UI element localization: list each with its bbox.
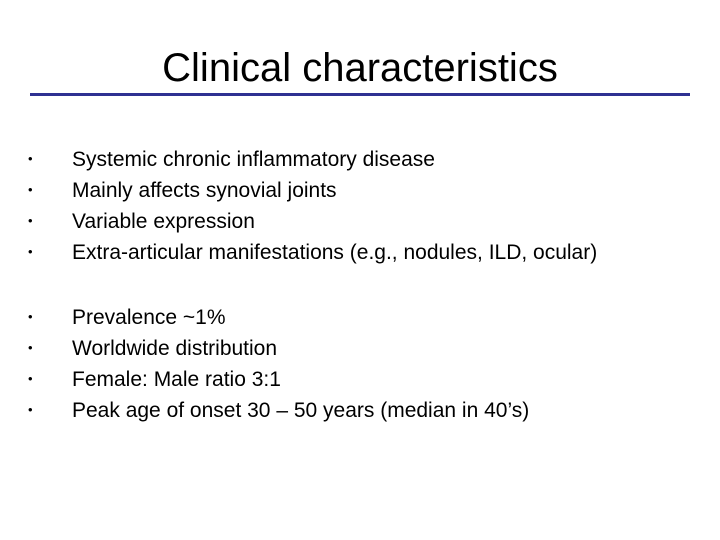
bullet-text: Extra-articular manifestations (e.g., nodules, ILD, ocular) <box>72 241 598 264</box>
bullet-icon: • <box>28 182 33 197</box>
bullet-icon: • <box>28 371 33 386</box>
bullet-item <box>28 237 597 268</box>
bullet-text: Peak age of onset 30 – 50 years (median in 40’s) <box>72 399 530 422</box>
bullet-item <box>28 395 529 426</box>
bullet-icon: • <box>28 244 33 259</box>
bullet-text: Prevalence ~1% <box>72 306 226 329</box>
bullet-icon: • <box>28 340 33 355</box>
bullet-list-characteristics <box>28 144 597 268</box>
bullet-icon: • <box>28 151 33 166</box>
bullet-icon: • <box>28 402 33 417</box>
bullet-text: Mainly affects synovial joints <box>72 179 337 202</box>
bullet-item <box>28 175 597 206</box>
bullet-item <box>28 364 529 395</box>
bullet-text: Variable expression <box>72 210 255 233</box>
bullet-text: Worldwide distribution <box>72 337 278 360</box>
slide-title: Clinical characteristics <box>162 46 558 90</box>
bullet-item <box>28 206 597 237</box>
bullet-item <box>28 333 529 364</box>
bullet-text: Female: Male ratio 3:1 <box>72 368 281 391</box>
bullet-icon: • <box>28 213 33 228</box>
bullet-list-epidemiology <box>28 302 529 426</box>
title-divider <box>30 93 690 96</box>
bullet-item <box>28 144 597 175</box>
bullet-text: Systemic chronic inflammatory disease <box>72 148 435 171</box>
bullet-item <box>28 302 529 333</box>
bullet-icon: • <box>28 309 33 324</box>
